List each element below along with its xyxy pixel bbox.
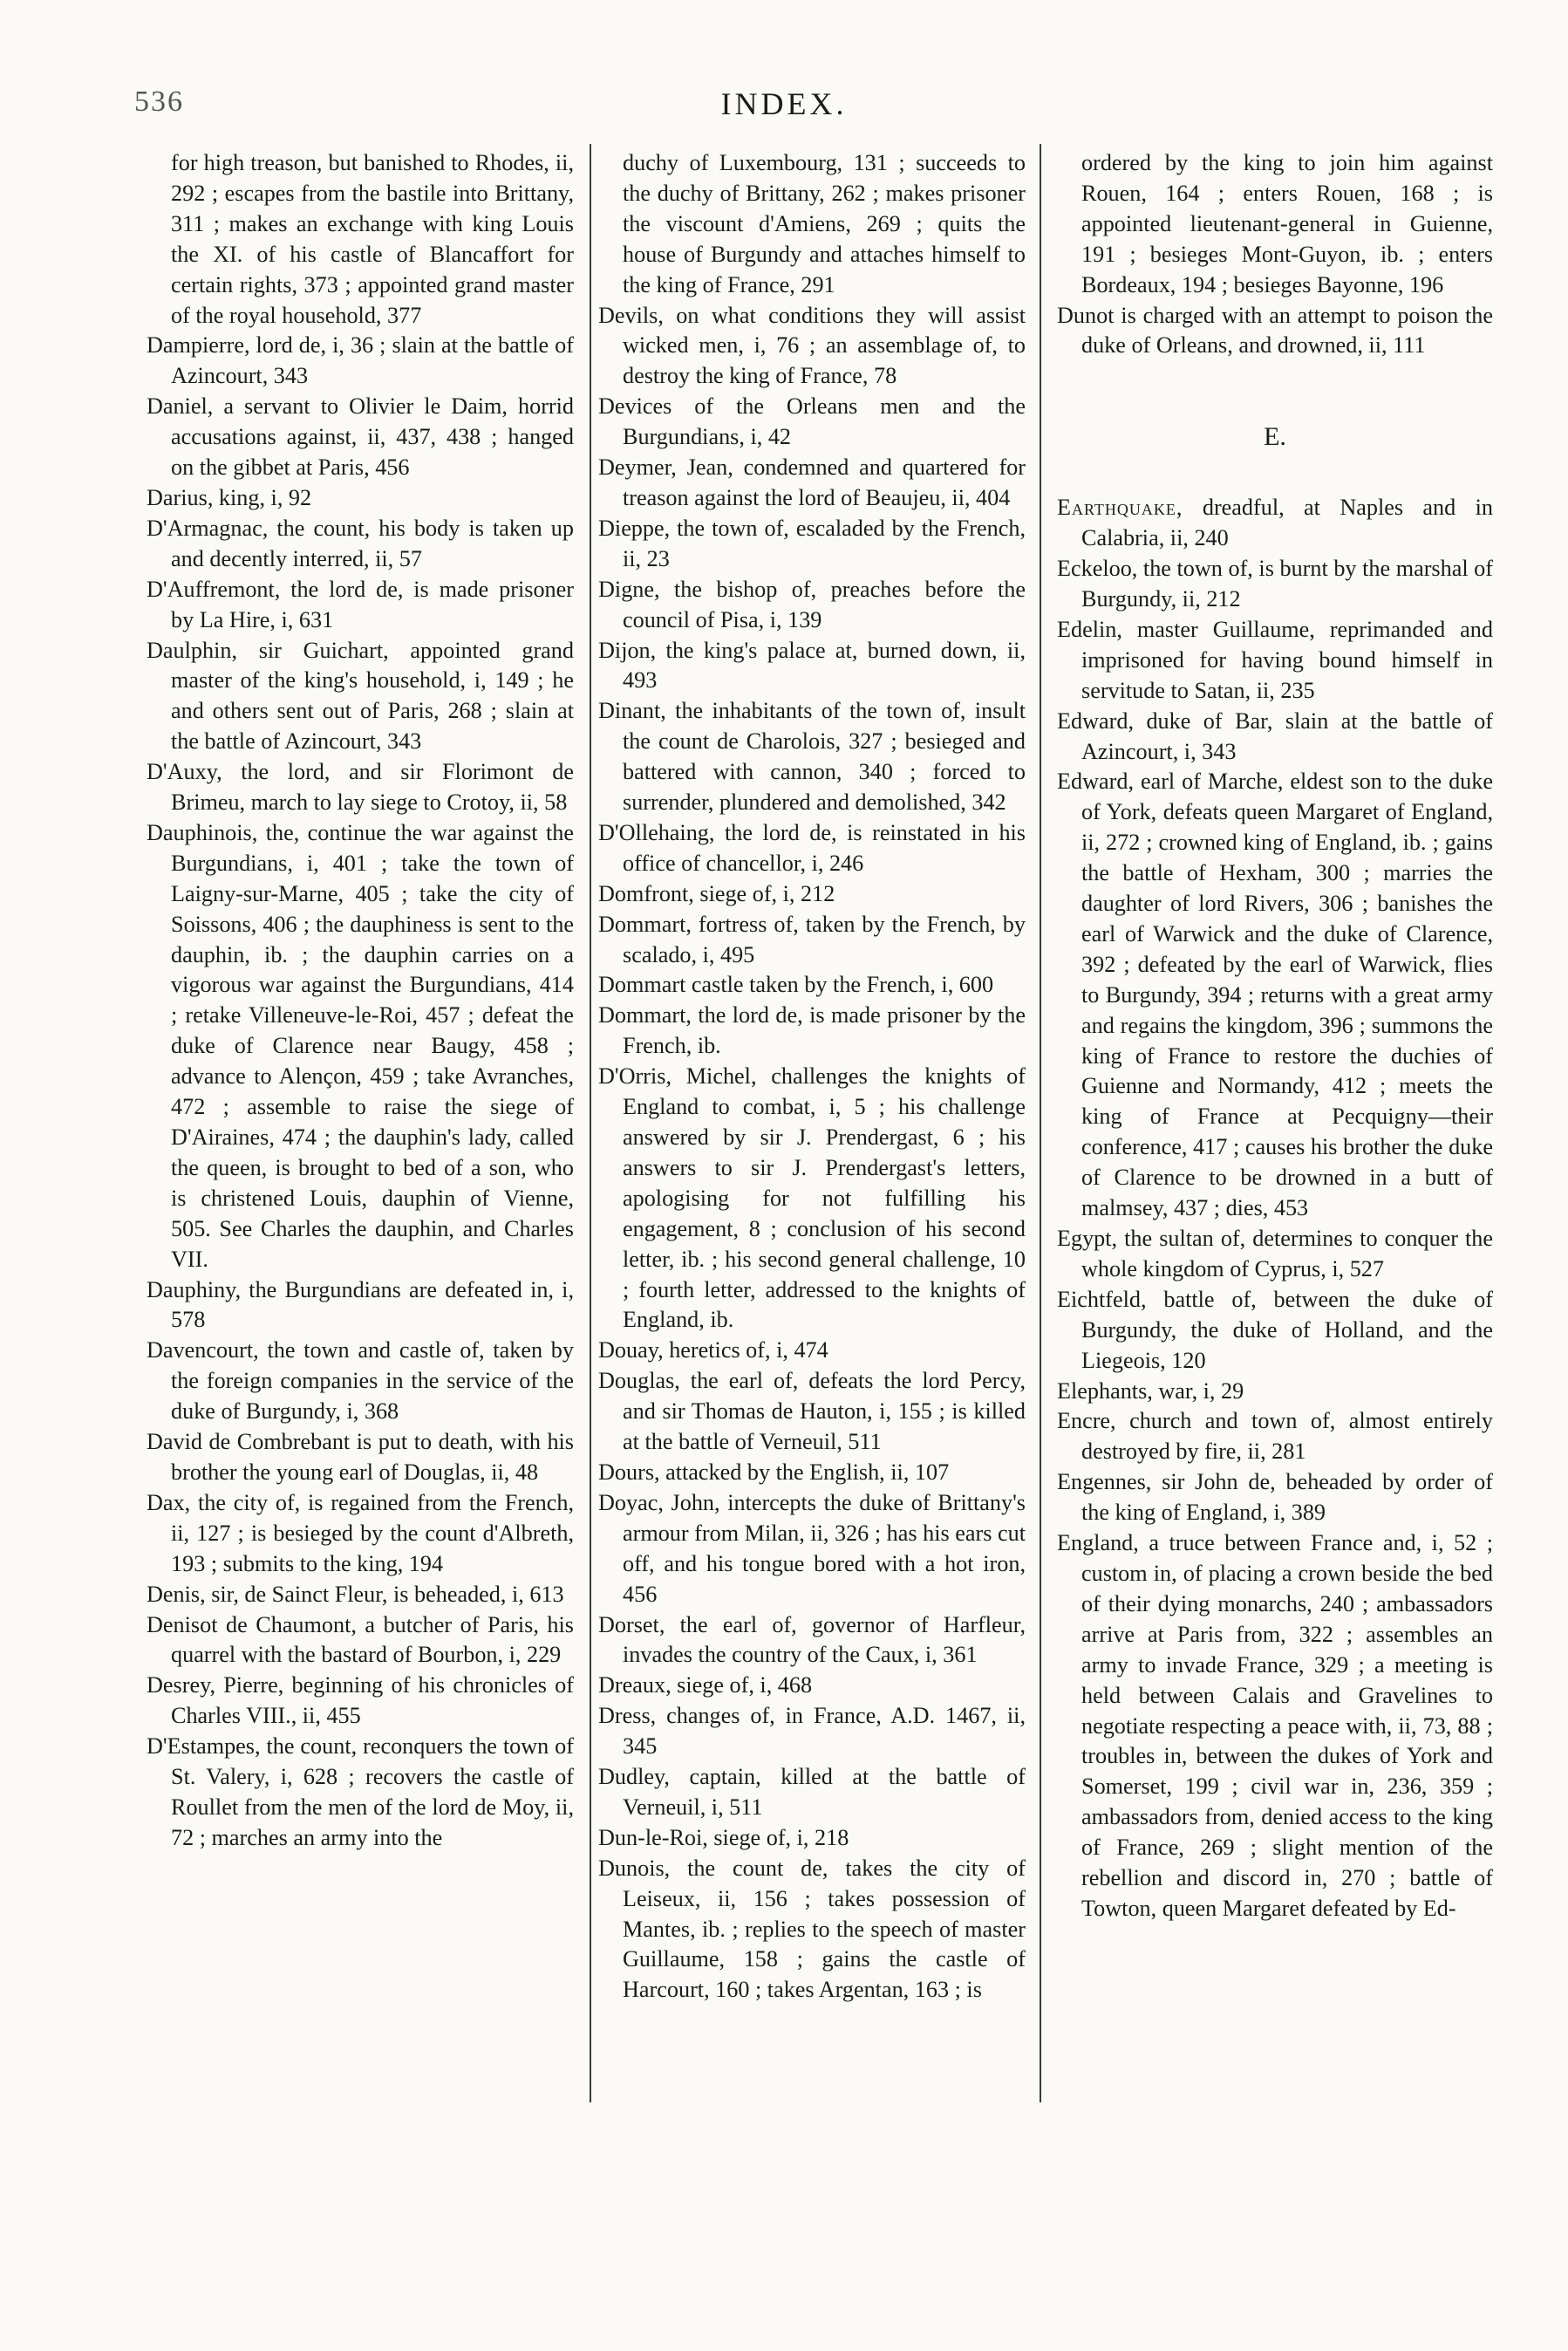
index-entry: Dommart castle taken by the French, i, 600 bbox=[598, 972, 994, 998]
index-entry: David de Combrebant is put to death, with his brother the young earl of Douglas, ii, 48 bbox=[147, 1429, 574, 1485]
index-entry: Dommart, the lord de, is made prisoner by the French, ib. bbox=[598, 1002, 1026, 1059]
index-column-3-top bbox=[1057, 148, 1493, 361]
index-entry: Dax, the city of, is regained from the French, ii, 127 ; is besieged by the count d'Albreth, 193 ; submits to the king, 194 bbox=[147, 1489, 574, 1576]
index-entry: Devices of the Orleans men and the Burgundians, i, 42 bbox=[598, 393, 1026, 450]
index-entry: D'Orris, Michel, challenges the knights of England to combat, i, 5 ; his challenge answered by sir J. Prendergast, 6 ; his answers to sir J. Prendergast's letters, apologising for not fulfilling his engagement, 8 ; conclusion of his second letter, ib. ; his second general challenge, 10 ; fourth letter, addressed to the knights of England, ib. bbox=[598, 1063, 1026, 1333]
index-entry: D'Armagnac, the count, his body is taken up and decently interred, ii, 57 bbox=[147, 515, 574, 571]
index-entry: Elephants, war, i, 29 bbox=[1057, 1377, 1244, 1404]
index-entry: Denis, sir, de Sainct Fleur, is beheaded, i, 613 bbox=[147, 1581, 564, 1607]
index-entry: Dress, changes of, in France, A.D. 1467, ii, 345 bbox=[598, 1703, 1026, 1760]
index-entry: Edward, duke of Bar, slain at the battle of Azincourt, i, 343 bbox=[1057, 707, 1493, 764]
index-column-3-rest bbox=[1057, 554, 1493, 1924]
index-column-1 bbox=[147, 148, 574, 1854]
index-entry: D'Ollehaing, the lord de, is reinstated in his office of chancellor, i, 246 bbox=[598, 819, 1026, 876]
running-head: INDEX. bbox=[720, 86, 848, 121]
index-entry: D'Estampes, the count, reconquers the town of St. Valery, i, 628 ; recovers the castle of Roullet from the men of the lord de Moy, ii, 72 ; marches an army into the bbox=[147, 1733, 574, 1850]
index-entry: Doyac, John, intercepts the duke of Brittany's armour from Milan, ii, 326 ; has his ears cut off, and his tongue bored with a hot iron, 456 bbox=[598, 1489, 1026, 1607]
index-entry: Dunot is charged with an attempt to poison the duke of Orleans, and drowned, ii, 111 bbox=[1057, 302, 1493, 359]
index-entry: Daulphin, sir Guichart, appointed grand master of the king's household, i, 149 ; he and others sent out of Paris, 268 ; slain at the battle of Azincourt, 343 bbox=[147, 637, 574, 755]
index-entry: Domfront, siege of, i, 212 bbox=[598, 880, 835, 906]
index-entry: Dijon, the king's palace at, burned down, ii, 493 bbox=[598, 637, 1026, 694]
index-entry: Dieppe, the town of, escaladed by the French, ii, 23 bbox=[598, 515, 1026, 571]
index-entry: Dreaux, siege of, i, 468 bbox=[598, 1672, 813, 1698]
entry-headword: Earthquake, bbox=[1057, 495, 1183, 521]
index-entry: England, a truce between France and, i, 52 ; custom in, of placing a crown beside the bed of their dying monarchs, 240 ; ambassadors arrive at Paris from, 322 ; assembles an army to invade France, 329 ; a meeting is held between Calais and Gravelines to negotiate respecting a peace with, ii, 73, 88 ; troubles in, between the dukes of York and Somerset, 199 ; civil war in, 236, 359 ; ambassadors from, denied access to the king of France, 269 ; slight mention of the rebellion and discord in, 270 ; battle of Towton, queen Margaret defeated by Ed- bbox=[1057, 1530, 1493, 1921]
index-entry: Davencourt, the town and castle of, taken by the foreign companies in the service of the duke of Burgundy, i, 368 bbox=[147, 1337, 574, 1425]
index-entry: Eichtfeld, battle of, between the duke of Burgundy, the duke of Holland, and the Liegeois, 120 bbox=[1057, 1286, 1493, 1373]
index-entry: Desrey, Pierre, beginning of his chronicles of Charles VIII., ii, 455 bbox=[147, 1672, 574, 1729]
index-entry: Douglas, the earl of, defeats the lord Percy, and sir Thomas de Hauton, i, 155 ; is killed at the battle of Verneuil, 511 bbox=[598, 1368, 1026, 1455]
index-entry: Eckeloo, the town of, is burnt by the marshal of Burgundy, ii, 212 bbox=[1057, 556, 1493, 612]
index-entry: Dommart, fortress of, taken by the French, by scalado, i, 495 bbox=[598, 911, 1026, 967]
index-entry-continued: duchy of Luxembourg, 131 ; succeeds to the duchy of Brittany, 262 ; makes prisoner the viscount d'Amiens, 269 ; quits the house of Burgundy and attaches himself to the king of France, 291 bbox=[623, 150, 1026, 297]
index-entry: Dauphinois, the, continue the war against the Burgundians, i, 401 ; take the town of Laigny-sur-Marne, 405 ; take the city of Soissons, 406 ; the dauphiness is sent to the dauphin, ib. ; the dauphin carries on a vigorous war against the Burgundians, 414 ; retake Villeneuve-le-Roi, 457 ; defeat the duke of Clarence near Baugy, 458 ; advance to Alençon, 459 ; take Avranches, 472 ; assemble to raise the siege of D'Airaines, 474 ; the dauphin's lady, called the queen, is brought to bed of a son, who is christened Louis, dauphin of Vienne, 505. See Charles the dauphin, and Charles VII. bbox=[147, 819, 574, 1272]
index-entry: Egypt, the sultan of, determines to conquer the whole kingdom of Cyprus, i, 527 bbox=[1057, 1226, 1493, 1281]
index-entry: D'Auxy, the lord, and sir Florimont de Brimeu, march to lay siege to Crotoy, ii, 58 bbox=[147, 759, 574, 816]
index-entry: Dudley, captain, killed at the battle of Verneuil, i, 511 bbox=[598, 1764, 1026, 1820]
index-entry: Deymer, Jean, condemned and quartered for treason against the lord of Beaujeu, ii, 404 bbox=[598, 454, 1026, 510]
index-entry: Dours, attacked by the English, ii, 107 bbox=[598, 1459, 950, 1485]
index-entry: Dinant, the inhabitants of the town of, insult the count de Charolois, 327 ; besieged and battered with cannon, 340 ; forced to surrender, plundered and demolished, 342 bbox=[598, 698, 1026, 816]
index-entry bbox=[1057, 493, 1493, 554]
index-entry: Daniel, a servant to Olivier le Daim, horrid accusations against, ii, 437, 438 ; hanged on the gibbet at Paris, 456 bbox=[147, 393, 574, 481]
index-entry: Dauphiny, the Burgundians are defeated in, i, 578 bbox=[147, 1276, 574, 1333]
index-entry: Dorset, the earl of, governor of Harfleur, invades the country of the Caux, i, 361 bbox=[598, 1611, 1026, 1668]
index-entry: Edelin, master Guillaume, reprimanded and imprisoned for having bound himself in servitude to Satan, ii, 235 bbox=[1057, 616, 1493, 703]
column-rule-left bbox=[590, 144, 591, 2102]
index-entry: Devils, on what conditions they will assist wicked men, i, 76 ; an assemblage of, to destroy the king of France, 78 bbox=[598, 302, 1026, 389]
index-entry: Douay, heretics of, i, 474 bbox=[598, 1337, 828, 1363]
index-column-2 bbox=[598, 148, 1026, 2006]
entry-text: dreadful, at Naples and in Calabria, ii, 240 bbox=[1081, 495, 1493, 551]
index-entry: Denisot de Chaumont, a butcher of Paris, his quarrel with the bastard of Bourbon, i, 229 bbox=[147, 1611, 574, 1668]
index-entry: D'Auffremont, the lord de, is made prisoner by La Hire, i, 631 bbox=[147, 576, 574, 632]
index-entry: Darius, king, i, 92 bbox=[147, 484, 312, 510]
index-entry: Engennes, sir John de, beheaded by order of the king of England, i, 389 bbox=[1057, 1469, 1493, 1526]
index-entry: Digne, the bishop of, preaches before the council of Pisa, i, 139 bbox=[598, 576, 1026, 632]
page-number: 536 bbox=[134, 85, 184, 118]
index-entry: Encre, church and town of, almost entirely destroyed by fire, ii, 281 bbox=[1057, 1408, 1493, 1465]
index-column-3 bbox=[1057, 148, 1493, 1924]
section-letter-e: E. bbox=[1264, 422, 1286, 452]
column-rule-right bbox=[1040, 144, 1041, 2102]
index-entry: Dunois, the count de, takes the city of Leiseux, ii, 156 ; takes possession of Mantes, ib. ; replies to the speech of master Guillaume, 158 ; gains the castle of Harcourt, 160 ; takes Argentan, 163 ; is bbox=[598, 1855, 1026, 2003]
index-entry-continued: for high treason, but banished to Rhodes, ii, 292 ; escapes from the bastile into Brittany, 311 ; makes an exchange with king Louis the XI. of his castle of Blancaffort for certain rights, 373 ; appointed grand master of the royal household, 377 bbox=[171, 150, 574, 328]
index-entry: Dampierre, lord de, i, 36 ; slain at the battle of Azincourt, 343 bbox=[147, 332, 574, 389]
index-entry: Edward, earl of Marche, eldest son to the duke of York, defeats queen Margaret of England, ii, 272 ; crowned king of England, ib. ; gains the battle of Hexham, 300 ; marries the daughter of lord Rivers, 306 ; banishes the earl of Warwick and the duke of Clarence, 392 ; defeated by the earl of Warwick, flies to Burgundy, 394 ; returns with a great army and regains the kingdom, 396 ; summons the king of France to restore the duchies of Guienne and Normandy, 412 ; meets the king of France at Pecquigny—their conference, 417 ; causes his brother the duke of Clarence to be drowned in a butt of malmsey, 437 ; dies, 453 bbox=[1057, 769, 1493, 1221]
index-entry-continued: ordered by the king to join him against Rouen, 164 ; enters Rouen, 168 ; is appointed lieutenant-general in Guienne, 191 ; besieges Mont-Guyon, ib. ; enters Bordeaux, 194 ; besieges Bayonne, 196 bbox=[1081, 150, 1493, 297]
index-entry: Dun-le-Roi, siege of, i, 218 bbox=[598, 1824, 849, 1850]
page-header bbox=[0, 85, 1568, 129]
